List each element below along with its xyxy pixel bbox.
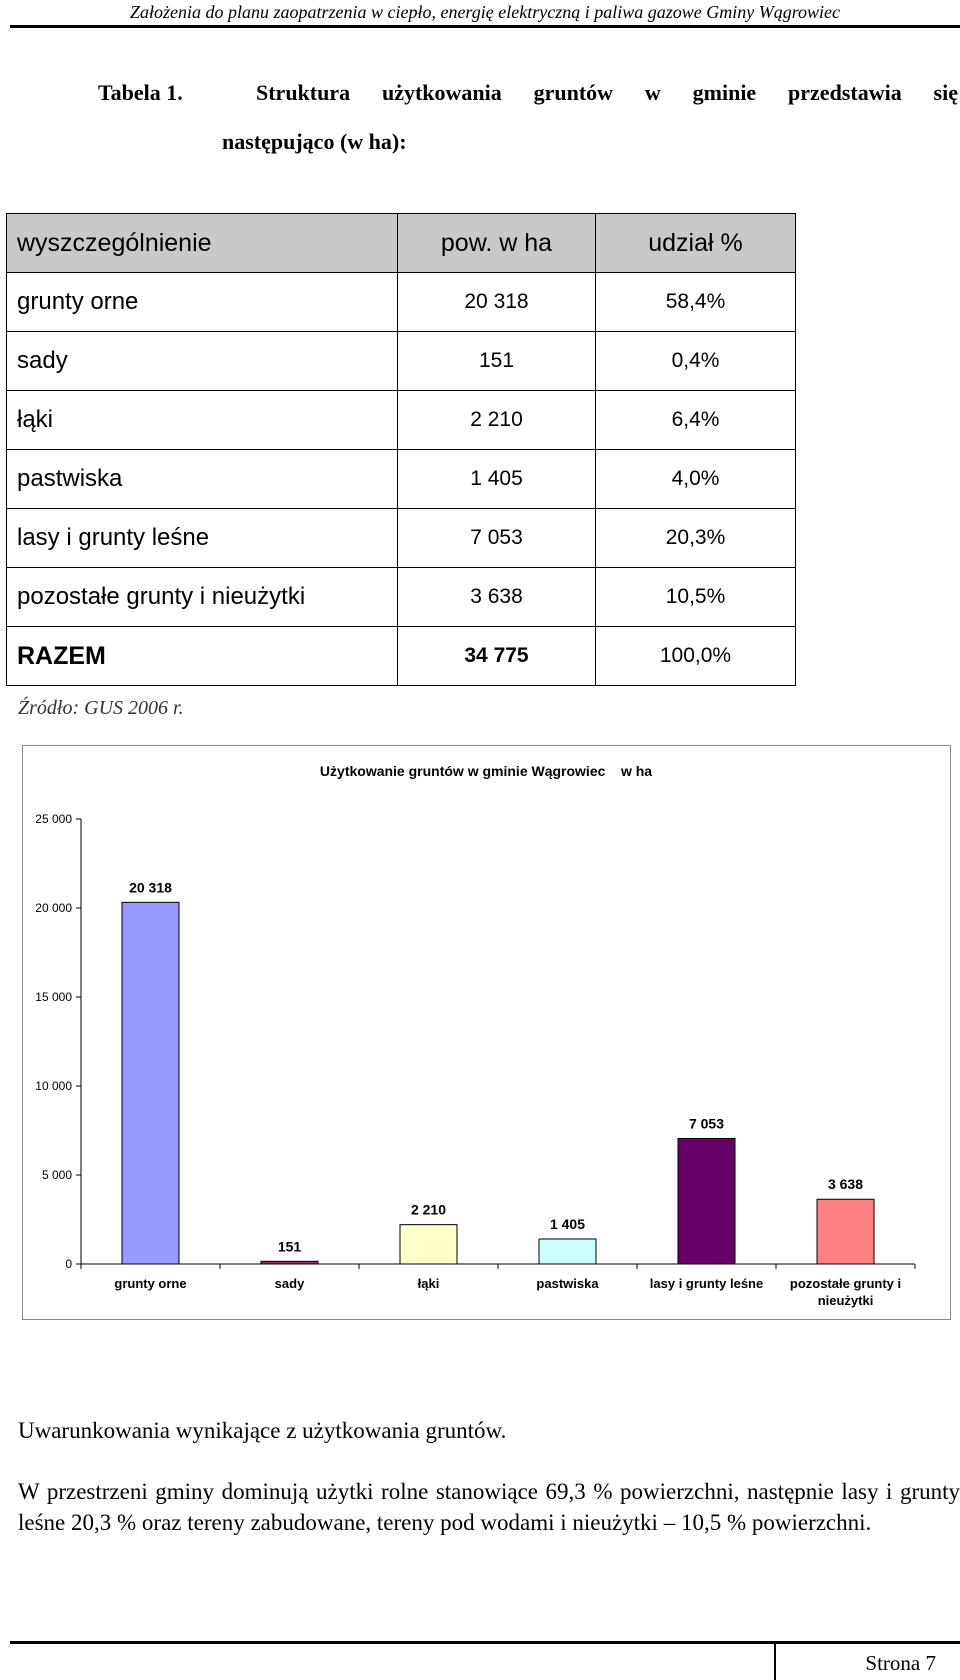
bar: [122, 902, 179, 1264]
bar: [539, 1239, 596, 1264]
cell-area: 7 053: [398, 509, 596, 568]
total-share: 100,0%: [596, 627, 796, 686]
data-label: 1 405: [549, 1215, 586, 1232]
table-row: [7, 509, 796, 568]
header-cell-area: pow. w ha: [398, 214, 596, 273]
cell-name: łąki: [7, 391, 398, 450]
table-row: [7, 332, 796, 391]
caption-word: gminie: [692, 80, 757, 105]
table-source: Źródło: GUS 2006 r.: [18, 697, 184, 719]
y-tick-label: 5 000: [41, 1168, 72, 1182]
bar: [678, 1138, 735, 1264]
table-row: [7, 450, 796, 509]
caption-line1: [256, 78, 960, 108]
bar: [261, 1261, 318, 1264]
x-tick-label: nieużytki: [817, 1293, 874, 1308]
caption-label: Tabela 1.: [98, 80, 183, 105]
page-header: [10, 0, 960, 28]
header-cell-share: udział %: [596, 214, 796, 273]
cell-name: grunty orne: [7, 273, 398, 332]
caption-word: się: [933, 80, 958, 105]
x-tick-label: grunty orne: [114, 1276, 187, 1291]
y-tick-label: 10 000: [35, 1079, 72, 1093]
total-name: RAZEM: [7, 627, 398, 686]
cell-name: lasy i grunty leśne: [7, 509, 398, 568]
cell-area: 1 405: [398, 450, 596, 509]
chart-canvas: [23, 746, 950, 1319]
data-label: 20 318: [129, 879, 172, 896]
body-paragraph: W przestrzeni gminy dominują użytki rolne stanowiące 69,3 % powierzchni, następnie lasy i grunty leśne 20,3 % oraz tereny zabudowane, tereny pod wodami i nieużytki – 10,5 % powierzchni.: [18, 1479, 960, 1535]
total-area: 34 775: [398, 627, 596, 686]
cell-share: 20,3%: [596, 509, 796, 568]
cell-area: 151: [398, 332, 596, 391]
bar: [817, 1199, 874, 1264]
x-tick-label: sady: [274, 1276, 305, 1291]
table-row: [7, 273, 796, 332]
y-tick-label: 25 000: [35, 812, 72, 826]
y-tick-label: 0: [65, 1257, 72, 1271]
caption-word: użytkowania: [381, 80, 502, 105]
caption-word: w: [644, 80, 661, 105]
y-tick-label: 20 000: [35, 901, 72, 915]
x-tick-label: łąki: [417, 1276, 440, 1291]
cell-share: 10,5%: [596, 568, 796, 627]
cell-area: 3 638: [398, 568, 596, 627]
header-cell-name: wyszczególnienie: [7, 214, 398, 273]
page-number: Strona 7: [865, 1651, 936, 1675]
cell-area: 2 210: [398, 391, 596, 450]
land-use-table: [6, 213, 796, 686]
cell-area: 20 318: [398, 273, 596, 332]
cell-share: 4,0%: [596, 450, 796, 509]
table-total-row: [7, 627, 796, 686]
data-label: 151: [277, 1238, 302, 1255]
footer-divider: [774, 1644, 776, 1680]
table-row: [7, 391, 796, 450]
cell-share: 6,4%: [596, 391, 796, 450]
section-title: Uwarunkowania wynikające z użytkowania gruntów.: [18, 1418, 507, 1443]
data-label: 3 638: [827, 1176, 864, 1193]
x-tick-label: lasy i grunty leśne: [649, 1276, 764, 1291]
cell-name: pozostałe grunty i nieużytki: [7, 568, 398, 627]
header-title: Założenia do planu zaopatrzenia w ciepło, energię elektryczną i paliwa gazowe Gminy Wągrowiec: [129, 2, 841, 22]
bar: [400, 1225, 457, 1264]
caption-word: przedstawia: [788, 80, 902, 105]
chart-title: Użytkowanie gruntów w gminie Wągrowiec w ha: [319, 763, 653, 779]
caption-word: Struktura: [256, 80, 351, 105]
caption-word: gruntów: [533, 80, 614, 105]
table-row: [7, 568, 796, 627]
table-header-row: [7, 214, 796, 273]
x-tick-label: pozostałe grunty i: [789, 1276, 902, 1291]
cell-name: pastwiska: [7, 450, 398, 509]
x-tick-label: pastwiska: [536, 1276, 599, 1291]
footer-rule: [10, 1641, 960, 1644]
caption-line2: następująco (w ha):: [222, 129, 407, 154]
cell-share: 58,4%: [596, 273, 796, 332]
data-label: 2 210: [410, 1201, 447, 1218]
cell-share: 0,4%: [596, 332, 796, 391]
data-label: 7 053: [688, 1115, 725, 1132]
table-caption: [98, 78, 960, 157]
land-use-chart: [22, 745, 951, 1320]
cell-name: sady: [7, 332, 398, 391]
y-tick-label: 15 000: [35, 990, 72, 1004]
